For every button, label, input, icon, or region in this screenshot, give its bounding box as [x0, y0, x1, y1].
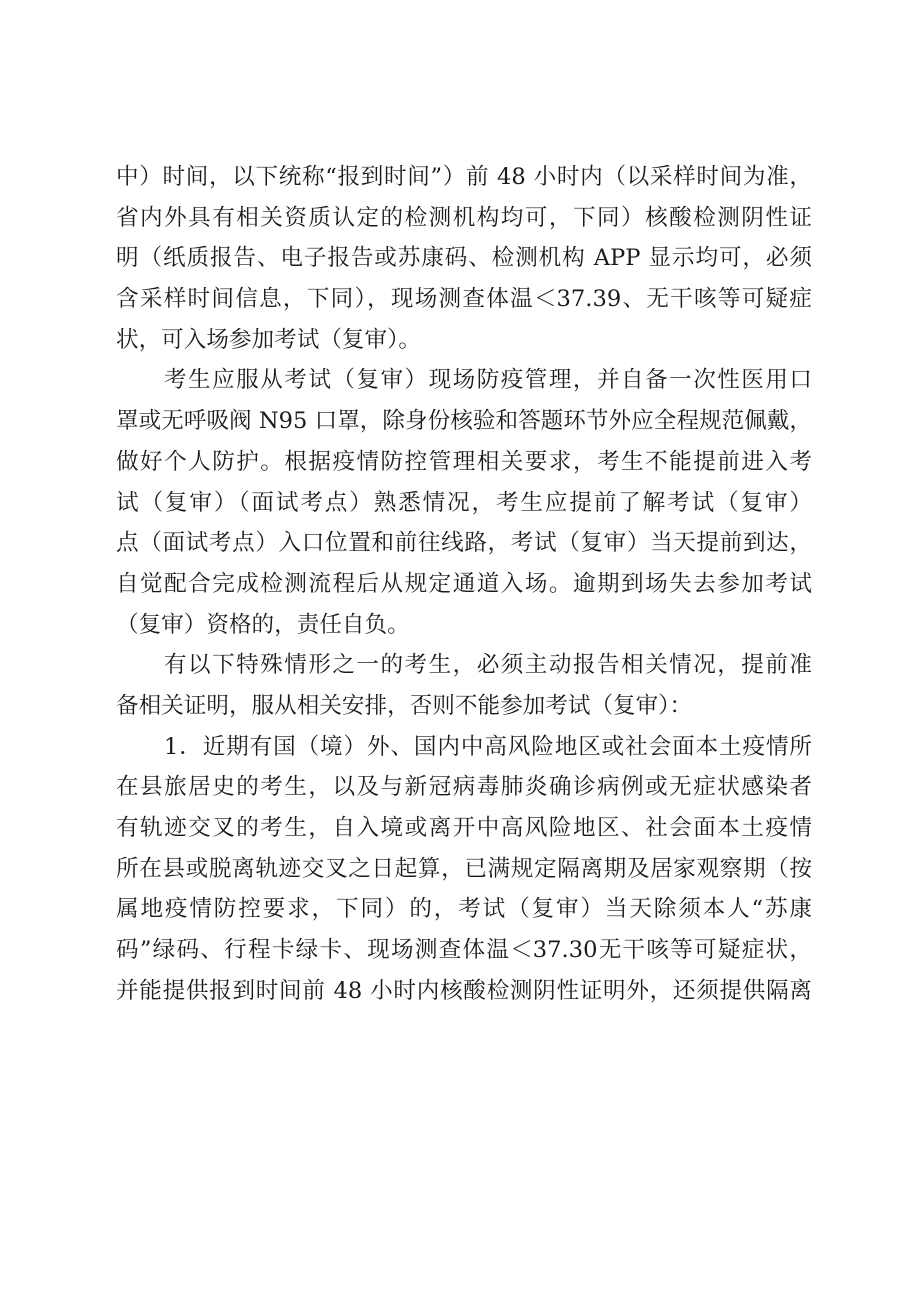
text-line: 码”绿码、行程卡绿卡、现场测查体温＜37.30无干咳等可疑症状， — [116, 937, 812, 964]
text-line: 在县旅居史的考生，以及与新冠病毒肺炎确诊病例或无症状感染者 — [116, 774, 812, 801]
text-line: 明（纸质报告、电子报告或苏康码、检测机构 APP 显示均可，必须 — [116, 245, 812, 272]
text-line: 中）时间，以下统称“报到时间”）前 48 小时内（以采样时间为准， — [116, 164, 812, 190]
text-line: （复审）资格的，责任自负。 — [116, 611, 410, 638]
text-line: 所在县或脱离轨迹交叉之日起算，已满规定隔离期及居家观察期（按 — [116, 855, 812, 882]
text-line: 点（面试考点）入口位置和前往线路，考试（复审）当天提前到达， — [116, 530, 812, 557]
text-line: 属地疫情防控要求，下同）的，考试（复审）当天除须本人“苏康 — [116, 896, 812, 923]
document-body — [116, 157, 812, 1011]
text-line: 罩或无呼吸阀 N95 口罩，除身份核验和答题环节外应全程规范佩戴， — [116, 408, 812, 435]
paragraph-2 — [116, 360, 812, 645]
paragraph-3 — [116, 645, 812, 726]
text-line: 1．近期有国（境）外、国内中高风险地区或社会面本土疫情所 — [164, 733, 812, 760]
text-line: 自觉配合完成检测流程后从规定通道入场。逾期到场失去参加考试 — [116, 570, 812, 597]
paragraph-4 — [116, 727, 812, 1012]
text-line: 并能提供报到时间前 48 小时内核酸检测阴性证明外，还须提供隔离 — [116, 977, 812, 1004]
text-line: 有以下特殊情形之一的考生，必须主动报告相关情况，提前准 — [164, 652, 812, 679]
text-line: 做好个人防护。根据疫情防控管理相关要求，考生不能提前进入考 — [116, 448, 812, 475]
paragraph-1 — [116, 157, 812, 360]
text-line: 省内外具有相关资质认定的检测机构均可，下同）核酸检测阴性证 — [116, 204, 812, 231]
text-line: 考生应服从考试（复审）现场防疫管理，并自备一次性医用口 — [164, 367, 812, 394]
text-line: 状，可入场参加考试（复审）。 — [116, 326, 422, 353]
text-line: 备相关证明，服从相关安排，否则不能参加考试（复审）： — [116, 692, 693, 719]
text-line: 试（复审）（面试考点）熟悉情况，考生应提前了解考试（复审） — [116, 489, 812, 516]
text-line: 含采样时间信息，下同），现场测查体温＜37.39、无干咳等可疑症 — [116, 286, 812, 313]
text-line: 有轨迹交叉的考生，自入境或离开中高风险地区、社会面本土疫情 — [116, 815, 812, 841]
